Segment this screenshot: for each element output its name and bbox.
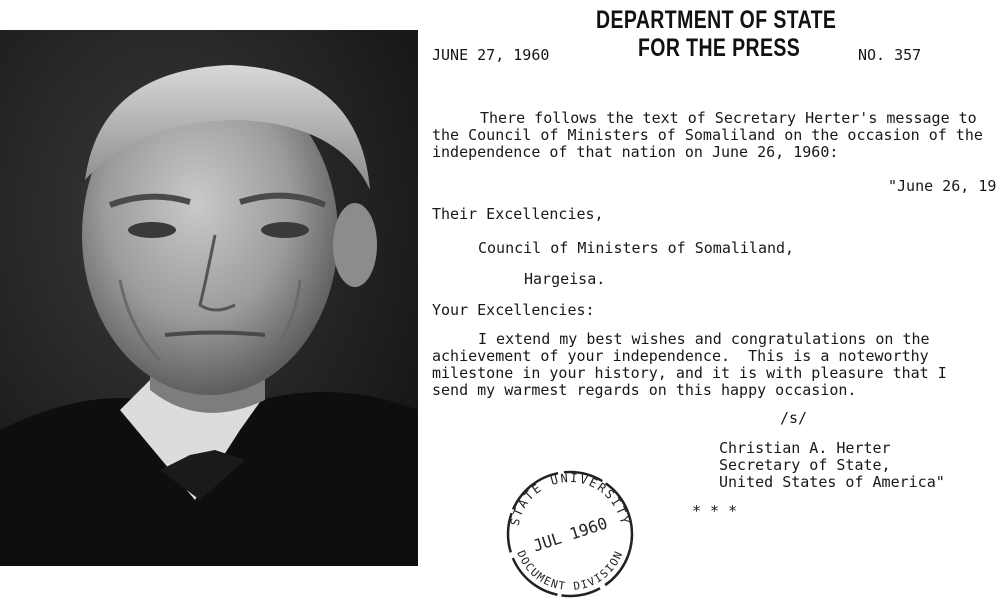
intro-line-3: independence of that nation on June 26, 1960: — [432, 143, 839, 161]
message-line-2: achievement of your independence. This is a noteworthy — [432, 347, 929, 365]
svg-text:JUL 1960: JUL 1960 — [530, 513, 610, 556]
svg-text:DOCUMENT DIVISION: DOCUMENT DIVISION — [514, 548, 626, 593]
stamp-seal — [500, 464, 640, 598]
portrait-image — [0, 30, 418, 566]
signature-title: Secretary of State, — [719, 456, 891, 474]
intro-line-2: the Council of Ministers of Somaliland on the occasion of the — [432, 126, 983, 144]
header-department: DEPARTMENT OF STATE — [596, 6, 837, 34]
release-date: JUNE 27, 1960 — [432, 46, 550, 64]
header-for-the-press: FOR THE PRESS — [638, 34, 801, 62]
release-number: NO. 357 — [858, 46, 922, 64]
message-line-4: send my warmest regards on this happy occasion. — [432, 381, 857, 399]
letter-date: "June 26, 19 — [888, 177, 997, 195]
city: Hargeisa. — [524, 270, 606, 288]
signed-mark: /s/ — [780, 409, 808, 427]
message-line-1: I extend my best wishes and congratulations on the — [478, 330, 930, 348]
addressee: Council of Ministers of Somaliland, — [478, 239, 795, 257]
end-mark: * * * — [692, 502, 738, 520]
message-line-3: milestone in your history, and it is with pleasure that I — [432, 364, 947, 382]
svg-text:STATE UNIVERSITY: STATE UNIVERSITY — [507, 470, 633, 528]
greeting: Your Excellencies: — [432, 301, 595, 319]
press-release-document — [420, 0, 1000, 600]
portrait-photo — [0, 30, 418, 566]
signature-name: Christian A. Herter — [719, 439, 891, 457]
receipt-stamp — [500, 464, 640, 598]
intro-line-1: There follows the text of Secretary Herter's message to — [480, 109, 977, 127]
signature-country: United States of America" — [719, 473, 945, 491]
salutation-to: Their Excellencies, — [432, 205, 604, 223]
